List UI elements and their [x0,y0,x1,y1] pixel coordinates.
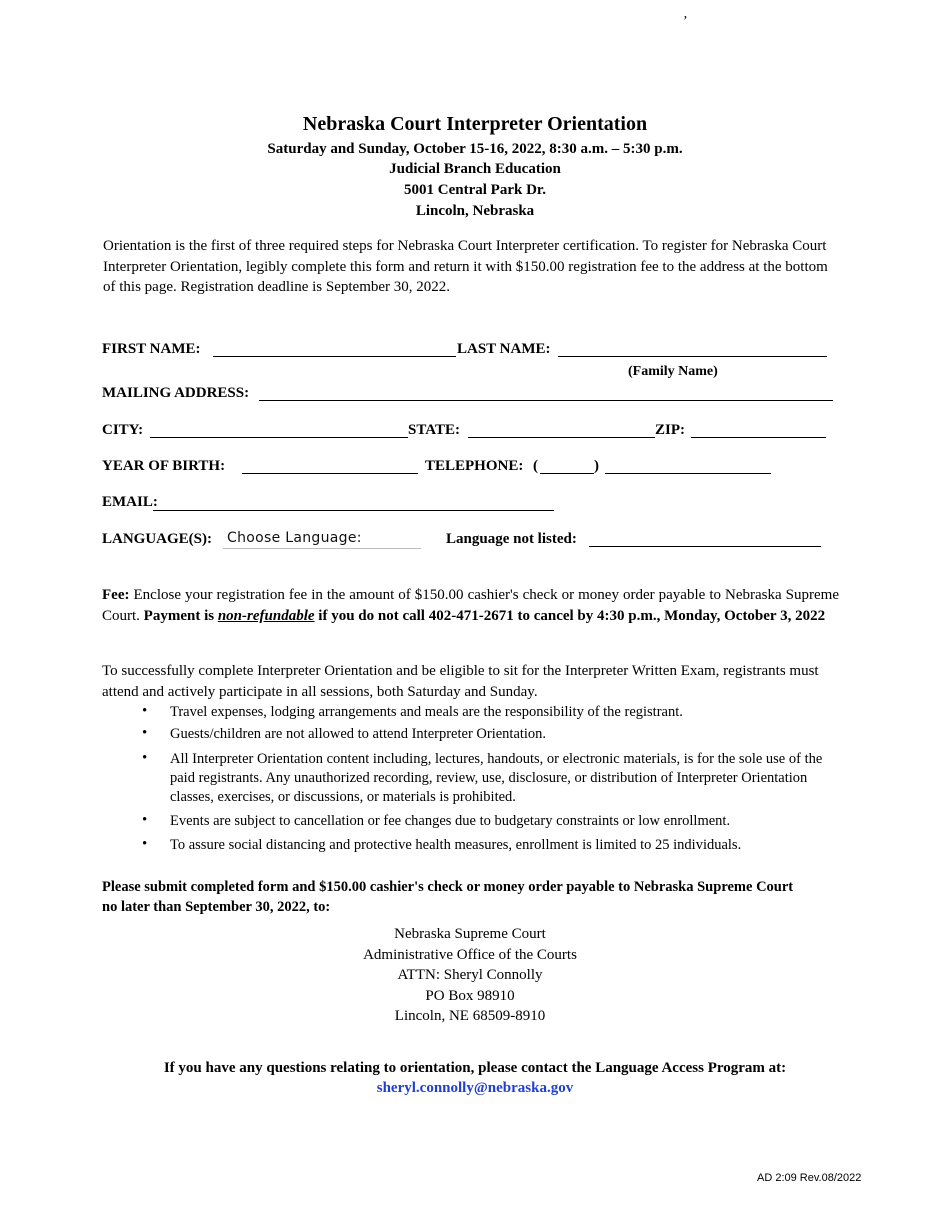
page-title: Nebraska Court Interpreter Orientation [302,113,648,135]
zip-label: ZIP: [655,422,685,438]
event-city: Lincoln, Nebraska [415,203,535,219]
contact-prompt: If you have any questions relating to orientation, please contact the Language Access Program at: [163,1060,787,1076]
requirements-list [130,703,850,855]
year-of-birth-field[interactable] [242,473,418,474]
fee-payment-prefix: Payment is [143,608,218,624]
first-name-field[interactable] [213,356,456,357]
list-item [130,725,850,744]
fee-payment-text [144,608,825,624]
address-line: ATTN: Sheryl Connolly [397,967,543,983]
fee-paragraph [102,585,839,627]
submit-instructions: Please submit completed form and $150.00 cashier's check or money order payable to Nebraska Supreme Court no later than September 30, 2022, to: [102,879,794,915]
telephone-number-field[interactable] [605,473,771,474]
event-organizer: Judicial Branch Education [389,161,561,177]
event-date: Saturday and Sunday, October 15-16, 2022, 8:30 a.m. – 5:30 p.m. [267,141,683,157]
year-of-birth-label: YEAR OF BIRTH: [102,458,226,474]
family-name-note: (Family Name) [628,364,718,379]
list-item-text: Events are subject to cancellation or fee changes due to budgetary constraints or low enrollment. [170,813,731,829]
state-label: STATE: [408,422,460,438]
mailing-address-field[interactable] [259,400,833,401]
list-item [130,750,850,807]
state-field[interactable] [468,437,655,438]
contact-email-link[interactable]: sheryl.connolly@nebraska.gov [376,1080,574,1096]
email-label: EMAIL: [102,494,158,510]
list-item-text: Guests/children are not allowed to attend Interpreter Orientation. [170,726,547,742]
languages-label: LANGUAGE(S): [102,531,213,547]
telephone-paren-open: ( [533,458,538,474]
first-name-label: FIRST NAME: [102,341,201,357]
address-line: PO Box 98910 [425,987,515,1004]
last-name-label: LAST NAME: [457,341,551,357]
intro-paragraph: Orientation is the first of three required steps for Nebraska Court Interpreter certification. To register for Nebraska Court Interpreter Orientation, legibly complete this form and return it with $150.00 registration fee to the address at the bottom of this page. Registration deadline is September 30, 2022. [103,238,828,295]
list-item [130,812,850,831]
telephone-label: TELEPHONE: [425,458,524,474]
list-item-text: All Interpreter Orientation content including, lectures, handouts, or electronic materials, is for the sole use of the paid registrants. Any unauthorized recording, review, use, disclosure, or distribution of Interpreter Orientation classes, exercises, or discussions, or materials is prohibited. [170,751,823,805]
mailing-address-block [0,924,940,1027]
fee-cancel-text: if you do not call 402-471-2671 to cancel by 4:30 p.m., Monday, October 3, 2022 [314,608,826,624]
bullet-glyph: • [142,750,148,766]
email-field[interactable] [153,510,554,511]
bullet-glyph: • [142,836,148,852]
corner-mark: ’ [683,14,688,29]
telephone-paren-close: ) [594,458,599,474]
list-item-text: Travel expenses, lodging arrangements and meals are the responsibility of the registrant. [170,704,683,720]
non-refundable-text: non-refundable [217,608,315,624]
form-code: AD 2:09 Rev.08/2022 [757,1172,862,1184]
zip-field[interactable] [691,437,826,438]
language-not-listed-field[interactable] [589,546,821,547]
fee-text: Enclose your registration fee in the amount of $150.00 cashier's check or money order payable to Nebraska Supreme Court. [102,587,839,624]
event-street: 5001 Central Park Dr. [404,182,546,198]
address-line: Nebraska Supreme Court [394,926,546,942]
requirements-intro: To successfully complete Interpreter Orientation and be eligible to sit for the Interpreter Written Exam, registrants must attend and actively participate in all sessions, both Saturday and Sunday. [102,663,819,700]
mailing-address-label: MAILING ADDRESS: [102,385,250,401]
fee-lead: Fee: [102,587,130,603]
city-label: CITY: [102,422,144,438]
language-select[interactable]: Choose Language: [223,528,421,549]
list-item [130,836,850,855]
list-item-text: To assure social distancing and protective health measures, enrollment is limited to 25 individuals. [170,837,742,853]
language-not-listed-label: Language not listed: [446,531,577,547]
bullet-glyph: • [142,812,148,828]
bullet-glyph: • [142,725,148,741]
city-field[interactable] [150,437,408,438]
bullet-glyph: • [142,703,148,719]
telephone-area-code-field[interactable] [540,473,594,474]
address-line: Administrative Office of the Courts [363,946,577,963]
address-line: Lincoln, NE 68509-8910 [394,1008,546,1024]
last-name-field[interactable] [558,356,827,357]
list-item [130,703,850,722]
